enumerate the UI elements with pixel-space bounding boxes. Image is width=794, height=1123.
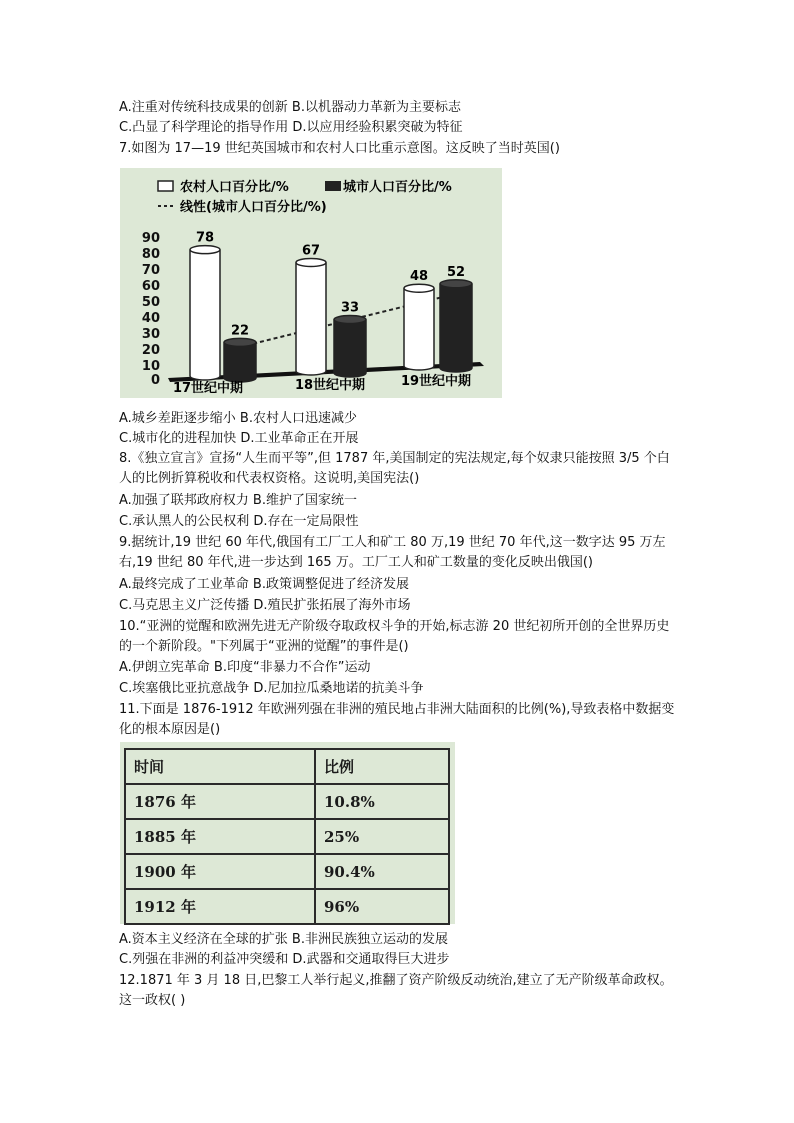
ytick-label: 90 xyxy=(141,231,160,246)
data-label: 52 xyxy=(446,264,466,280)
q9-stem: 9.据统计,19 世纪 60 年代,俄国有工厂工人和矿工 80 万,19 世纪 70 年代,这一数字达 95 万左右,19 世纪 80 年代,进一步达到 165 万。工厂工人和矿工数量的变化反映出俄国() xyxy=(119,535,666,570)
ytick-label: 60 xyxy=(141,279,160,294)
q11-stem: 11.下面是 1876-1912 年欧洲列强在非洲的殖民地占非洲大陆面积的比例(%),导致表格中数据变化的根本原因是() xyxy=(119,702,675,737)
category-label: 18世纪中期 xyxy=(294,378,366,393)
table-cell: 1912 年 xyxy=(125,889,315,924)
legend-urban-label: 城市人口百分比/% xyxy=(343,180,452,195)
table-header-cell: 时间 xyxy=(125,749,315,784)
table-header-row xyxy=(125,749,449,784)
population-chart-svg xyxy=(120,168,502,398)
data-label: 33 xyxy=(340,300,360,316)
table-cell: 1885 年 xyxy=(125,819,315,854)
category-label: 19世纪中期 xyxy=(400,374,472,389)
table-cell: 1900 年 xyxy=(125,854,315,889)
legend-rural-label: 农村人口百分比/% xyxy=(180,180,289,195)
q12-stem: 12.1871 年 3 月 18 日,巴黎工人举行起义,推翻了资产阶级反动统治,建立了无产阶级革命政权。这一政权( ) xyxy=(119,973,673,1008)
data-label: 22 xyxy=(230,323,250,339)
table-cell: 90.4% xyxy=(315,854,449,889)
ytick-label: 10 xyxy=(141,359,160,374)
q6-option-ab: A.注重对传统科技成果的创新 B.以机器动力革新为主要标志 xyxy=(119,100,461,115)
table-header-cell: 比例 xyxy=(315,749,449,784)
table-row xyxy=(125,819,449,854)
q9-option-ab: A.最终完成了工业革命 B.政策调整促进了经济发展 xyxy=(119,577,409,592)
population-chart xyxy=(120,168,502,398)
q9-option-cd: C.马克思主义广泛传播 D.殖民扩张拓展了海外市场 xyxy=(119,598,411,613)
q8-option-ab: A.加强了联邦政府权力 B.维护了国家统一 xyxy=(119,493,357,508)
q7-option-ab: A.城乡差距逐步缩小 B.农村人口迅速减少 xyxy=(119,411,357,426)
q10-option-cd: C.埃塞俄比亚抗意战争 D.尼加拉瓜桑地诺的抗美斗争 xyxy=(119,681,424,696)
bar-rural xyxy=(404,284,434,370)
bar-rural xyxy=(190,246,220,380)
q11-option-ab: A.资本主义经济在全球的扩张 B.非洲民族独立运动的发展 xyxy=(119,932,448,947)
legend-rural-swatch xyxy=(158,181,173,191)
q10-option-ab: A.伊朗立宪革命 B.印度“非暴力不合作”运动 xyxy=(119,660,371,675)
ytick-label: 50 xyxy=(141,295,160,310)
table-cell: 25% xyxy=(315,819,449,854)
table-cell: 10.8% xyxy=(315,784,449,819)
ytick-label: 80 xyxy=(141,247,160,262)
q8-option-cd: C.承认黑人的公民权利 D.存在一定局限性 xyxy=(119,514,359,529)
bar-urban xyxy=(224,338,256,382)
colony-table-figure xyxy=(120,742,455,924)
legend-urban-swatch xyxy=(325,181,341,191)
q7-option-cd: C.城市化的进程加快 D.工业革命正在开展 xyxy=(119,431,359,446)
table-row xyxy=(125,784,449,819)
ytick-label: 40 xyxy=(141,311,160,326)
q11-option-cd: C.列强在非洲的利益冲突缓和 D.武器和交通取得巨大进步 xyxy=(119,952,450,967)
table-row xyxy=(125,854,449,889)
ytick-label: 0 xyxy=(150,373,160,388)
table-cell: 1876 年 xyxy=(125,784,315,819)
ytick-label: 20 xyxy=(141,343,160,358)
q10-stem: 10.“亚洲的觉醒和欧洲先进无产阶级夺取政权斗争的开始,标志游 20 世纪初所开创的全世界历史的一个新阶段。"下列属于“亚洲的觉醒”的事件是() xyxy=(119,619,670,654)
bar-rural xyxy=(296,258,326,375)
data-label: 78 xyxy=(195,230,215,246)
bar-urban xyxy=(440,280,472,372)
bar-urban xyxy=(334,316,366,377)
ytick-label: 30 xyxy=(141,327,160,342)
data-label: 48 xyxy=(409,269,429,285)
table-row xyxy=(125,889,449,924)
colony-table xyxy=(124,748,450,925)
q8-stem: 8.《独立宣言》宣扬“人生而平等”,但 1787 年,美国制定的宪法规定,每个奴隶只能按照 3/5 个白人的比例折算税收和代表权资格。这说明,美国宪法() xyxy=(119,451,670,486)
data-label: 67 xyxy=(301,243,321,259)
q7-stem: 7.如图为 17—19 世纪英国城市和农村人口比重示意图。这反映了当时英国() xyxy=(119,141,560,156)
ytick-label: 70 xyxy=(141,263,160,278)
category-label: 17世纪中期 xyxy=(172,381,244,396)
legend-trend-label: 线性(城市人口百分比/%) xyxy=(180,200,327,215)
q6-option-cd: C.凸显了科学理论的指导作用 D.以应用经验积累突破为特征 xyxy=(119,120,463,135)
table-cell: 96% xyxy=(315,889,449,924)
